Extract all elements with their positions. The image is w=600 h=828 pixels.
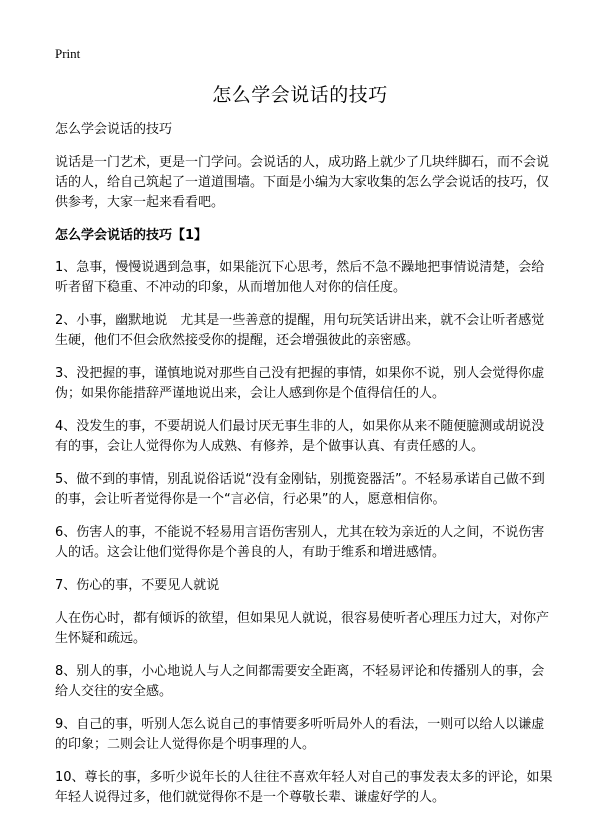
tip-paragraph-4: 4、没发生的事，不要胡说人们最讨厌无事生非的人，如果你从来不随便臆测或胡说没有的事，会让人觉得你为人成熟、有修养，是个做事认真、有责任感的人。 [55, 419, 545, 454]
section-heading: 怎么学会说话的技巧【1】 [55, 228, 208, 243]
tip-paragraph-7-detail: 人在伤心时，都有倾诉的欲望，但如果见人就说，很容易使听者心理压力过大，对你产生怀疑和疏远。 [55, 611, 550, 646]
tip-paragraph-10: 10、尊长的事，多听少说年长的人往往不喜欢年轻人对自己的事发表太多的评论，如果年轻人说得过多，他们就觉得你不是一个尊敬长辈、谦虚好学的人。 [55, 770, 553, 805]
document-subtitle: 怎么学会说话的技巧 [55, 122, 173, 137]
tip-paragraph-1: 1、急事，慢慢说遇到急事，如果能沉下心思考，然后不急不躁地把事情说清楚，会给听者留下稳重、不冲动的印象，从而增加他人对你的信任度。 [55, 260, 545, 295]
tip-paragraph-3: 3、没把握的事，谨慎地说对那些自己没有把握的事情，如果你不说，别人会觉得你虚伪；如果你能措辞严谨地说出来，会让人感到你是个值得信任的人。 [55, 366, 545, 401]
intro-paragraph: 说话是一门艺术，更是一门学问。会说话的人，成功路上就少了几块绊脚石，而不会说话的人，给自己筑起了一道道围墙。下面是小编为大家收集的怎么学会说话的技巧，仅供参考，大家一起来看看吧。 [55, 155, 550, 210]
tip-paragraph-8: 8、别人的事，小心地说人与人之间都需要安全距离，不轻易评论和传播别人的事，会给人交往的安全感。 [55, 664, 545, 699]
tip-paragraph-6: 6、伤害人的事，不能说不轻易用言语伤害别人，尤其在较为亲近的人之间，不说伤害人的话。这会让他们觉得你是个善良的人，有助于维系和增进感情。 [55, 525, 545, 560]
print-link[interactable]: Print [55, 46, 81, 61]
tip-paragraph-2: 2、小事，幽默地说 尤其是一些善意的提醒，用句玩笑话讲出来，就不会让听者感觉生硬，他们不但会欣然接受你的提醒，还会增强彼此的亲密感。 [55, 313, 545, 348]
tip-paragraph-5: 5、做不到的事情，别乱说俗话说“没有金刚钻，别揽瓷器活”。不轻易承诺自己做不到的事，会让听者觉得你是一个“言必信，行必果”的人，愿意相信你。 [55, 472, 545, 507]
document-body [55, 120, 555, 821]
tip-paragraph-9: 9、自己的事，听别人怎么说自己的事情要多听听局外人的看法，一则可以给人以谦虚的印象；二则会让人觉得你是个明事理的人。 [55, 717, 545, 752]
tip-paragraph-7: 7、伤心的事，不要见人就说 [55, 578, 220, 593]
document-title: 怎么学会说话的技巧 [212, 84, 388, 106]
